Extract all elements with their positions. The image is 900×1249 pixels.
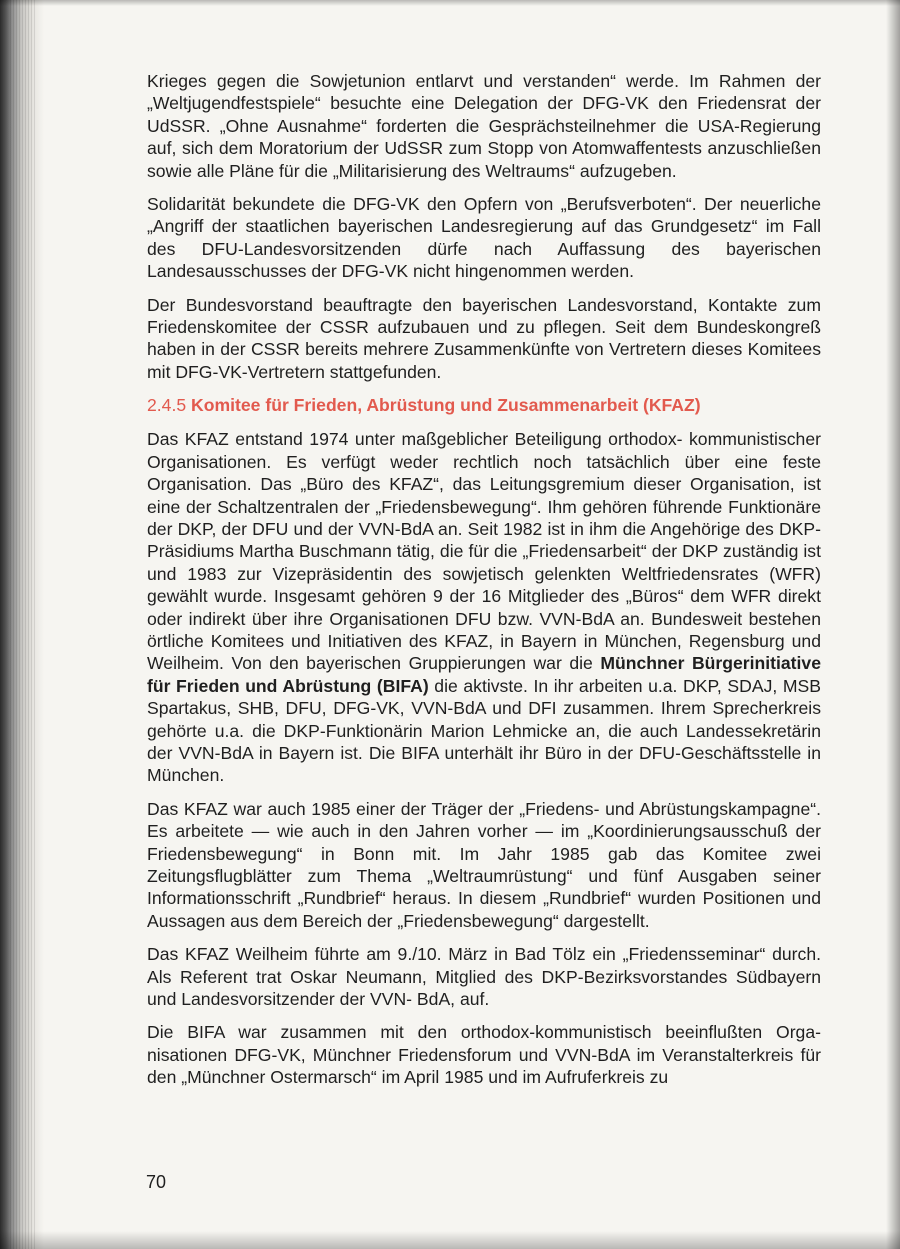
section-title: Komitee für Frieden, Abrüstung und Zusammenarbeit (KFAZ) — [191, 395, 701, 416]
right-edge-shadow — [886, 0, 900, 1249]
text-column — [147, 70, 821, 1100]
section-heading — [147, 394, 821, 416]
paragraph-2: Solidarität bekundete die DFG-VK den Opfern von „Berufsverboten“. Der neuerliche „Angriff der staatlichen bayerischen Landesregierung auf das Grundgesetz“ im Fall des DFU-Landesvorsitzenden dürfe nach Auffassung des bayerischen Landesausschusses der DFG-VK nicht hingenommen werden. — [147, 194, 821, 282]
bifa-name-bold: Münchner Bürgerinitiative für Frieden und Abrüstung (BIFA) — [147, 653, 821, 696]
paragraph-4 — [147, 428, 821, 787]
page-edges — [10, 0, 36, 1249]
paragraph-4-part-a: Das KFAZ entstand 1974 unter maßgeblicher Beteiligung orthodox- kommunistischer Organisationen. Es verfügt weder rechtlich noch tatsächlich über eine feste Organisation. Das „Büro des KFAZ“, das Leitungsgremium dieser Organisation, ist eine der Schaltzentralen der „Friedensbewegung“. Ihm gehören führende Funktionäre der DKP, der DFU und der VVN-BdA an. Seit 1982 ist in ihm die Angehörige des DKP-Präsidiums Martha Buschmann tätig, die für die „Friedensarbeit“ der DKP zuständig ist und 1983 zur Vizepräsidentin des sowjetisch gelenkten Weltfriedensrates (WFR) gewählt wurde. Insgesamt gehören 9 der 16 Mitglieder des „Büros“ dem WFR direkt oder indirekt über ihre Organisationen DFU bzw. VVN-BdA an. Bundesweit bestehen örtliche Komitees und Initiativen des KFAZ, in Bayern in München, Regensburg und Weilheim. Von den bayerischen Gruppierungen war die — [147, 429, 821, 674]
paragraph-6: Das KFAZ Weilheim führte am 9./10. März in Bad Tölz ein „Friedensseminar“ durch. Als Referent trat Oskar Neumann, Mitglied des DKP-Bezirksvorstandes Südbayern und Landesvorsitzender der VVN- BdA, auf. — [147, 944, 821, 1010]
section-number: 2.4.5 — [147, 395, 187, 416]
bottom-edge-shadow — [0, 1231, 900, 1249]
paragraph-4-part-b: die aktivste. In ihr arbeiten u.a. DKP, SDAJ, MSB Spartakus, SHB, DFU, DFG-VK, VVN-BdA und DFI zusammen. Ihrem Sprecherkreis gehörte u.a. die DKP-Funktionärin Marion Lehmicke an, die auch Landessekretärin der VVN-BdA in Bayern ist. Die BIFA unterhält ihr Büro in der DFU-Geschäftsstelle in München. — [147, 675, 822, 786]
top-edge-shadow — [0, 0, 900, 6]
paragraph-1: Krieges gegen die Sowjetunion entlarvt und verstanden“ werde. Im Rahmen der „Weltjugendfestspiele“ besuchte eine Delegation der DFG-VK den Friedensrat der UdSSR. „Ohne Ausnahme“ forderten die Gesprächsteilnehmer die USA-Regierung auf, sich dem Moratorium der UdSSR zum Stopp von Atomwaffentests anzuschließen sowie alle Pläne für die „Militarisierung des Weltraums“ aufzugeben. — [147, 71, 821, 181]
paragraph-3: Der Bundesvorstand beauftragte den bayerischen Landesvorstand, Kontakte zum Friedenskomitee der CSSR aufzubauen und zu pflegen. Seit dem Bundeskongreß haben in der CSSR bereits mehrere Zusammenkünfte von Vertretern dieses Komitees mit DFG-VK-Vertretern stattgefunden. — [147, 294, 821, 382]
paragraph-5: Das KFAZ war auch 1985 einer der Träger der „Friedens- und Abrüstungskampagne“. Es arbeitete — wie auch in den Jahren vorher — im „Koordinierungsausschuß der Friedensbewegung“ in Bonn mit. Im Jahr 1985 gab das Komitee zwei Zeitungsflugblätter zum Thema „Weltraumrüstung“ und fünf Ausgaben seiner Informationsschrift „Rundbrief“ heraus. In diesem „Rundbrief“ wurden Positionen und Aussagen aus dem Bereich der „Friedensbewegung“ dargestellt. — [147, 798, 821, 931]
paragraph-7: Die BIFA war zusammen mit den orthodox-kommunistisch beeinflußten Organisationen DFG-VK, Münchner Friedensforum und VVN-BdA im Veranstalterkreis für den „Münchner Ostermarsch“ im April 1985 und im Aufruferkreis zu — [147, 1022, 821, 1088]
page-number: 70 — [146, 1172, 167, 1192]
